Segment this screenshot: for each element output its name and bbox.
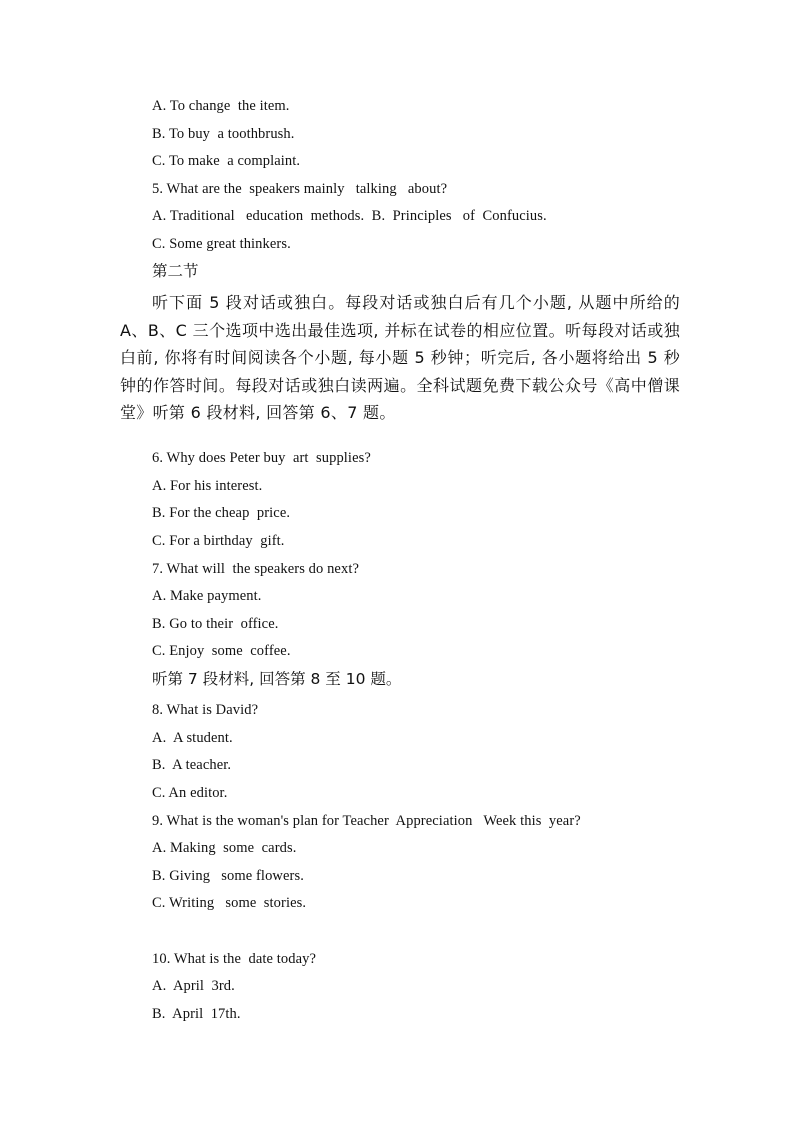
q9-option-a: A. Making some cards. — [152, 840, 297, 856]
q6-option-b: B. For the cheap price. — [152, 505, 291, 521]
q10-option-a: A. April 3rd. — [152, 978, 235, 994]
q10-question: 10. What is the date today? — [152, 951, 316, 967]
q8-option-b: B. A teacher. — [152, 757, 232, 773]
q4-option-a: A. To change the item. — [152, 98, 290, 114]
q8-question: 8. What is David? — [152, 702, 259, 718]
q5-option-c: C. Some great thinkers. — [152, 236, 291, 252]
section-instructions: 听下面 5 段对话或独白。每段对话或独白后有几个小题, 从题中所给的 A、B、C 三个选项中选出最佳选项, 并标在试卷的相应位置。听每段对话或独白前, 你将有时间阅读各个小题, 每小题 5 秒钟；听完后, 各小题将给出 5 秒钟的作答时间。每段对话或独白读两遍。全科试题免费下载公众号《高中僧课堂》听第 6 段材料, 回答第 6、7 题。 — [120, 293, 680, 422]
q8-option-c: C. An editor. — [152, 785, 228, 801]
material-7-instruction: 听第 7 段材料, 回答第 8 至 10 题。 — [152, 670, 402, 688]
q7-option-a: A. Make payment. — [152, 588, 262, 604]
q7-option-b: B. Go to their office. — [152, 616, 279, 632]
q9-question: 9. What is the woman's plan for Teacher Appreciation Week this year? — [152, 813, 581, 829]
q6-option-a: A. For his interest. — [152, 478, 263, 494]
q5-options-ab: A. Traditional education methods. B. Principles of Confucius. — [152, 208, 547, 224]
q6-question: 6. Why does Peter buy art supplies? — [152, 450, 371, 466]
q7-option-c: C. Enjoy some coffee. — [152, 643, 291, 659]
q10-option-b: B. April 17th. — [152, 1006, 241, 1022]
q5-question: 5. What are the speakers mainly talking about? — [152, 181, 448, 197]
q7-question: 7. What will the speakers do next? — [152, 561, 359, 577]
q6-option-c: C. For a birthday gift. — [152, 533, 285, 549]
q4-option-c: C. To make a complaint. — [152, 153, 301, 169]
section-heading: 第二节 — [152, 262, 199, 280]
q9-option-b: B. Giving some flowers. — [152, 868, 304, 884]
q8-option-a: A. A student. — [152, 730, 233, 746]
q9-option-c: C. Writing some stories. — [152, 895, 307, 911]
q4-option-b: B. To buy a toothbrush. — [152, 126, 295, 142]
